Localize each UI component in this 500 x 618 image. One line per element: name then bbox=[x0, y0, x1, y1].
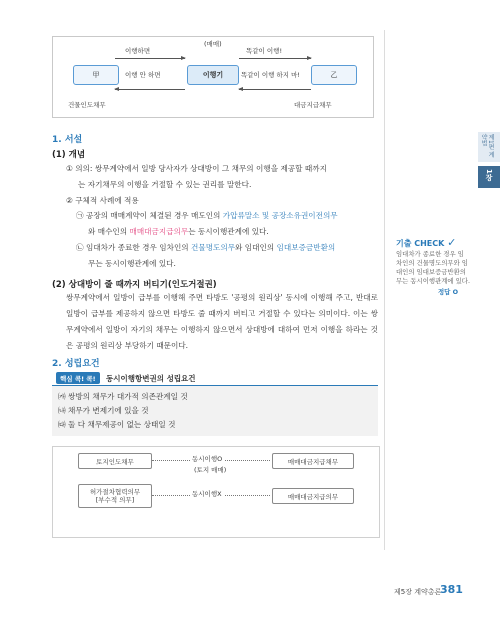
part-tab-label: 제1편 계약법 bbox=[480, 134, 494, 158]
party-right-box: 乙 bbox=[311, 65, 357, 85]
paragraph-line: ① 의의: 쌍무계약에서 일방 당사자가 상대방이 그 채무의 이행을 제공할 때까지 bbox=[66, 164, 327, 173]
case-line bbox=[76, 242, 335, 253]
check-line: 무는 동시이행관계에 있다. bbox=[396, 277, 471, 285]
highlight-text: 임대보증금반환의 bbox=[276, 243, 336, 252]
case-line bbox=[88, 226, 269, 237]
flow-mid-label: 동시이행X bbox=[192, 490, 222, 498]
arrow-left bbox=[239, 89, 311, 90]
arrow-right bbox=[239, 58, 311, 59]
check-title-text: 기출 CHECK bbox=[396, 239, 445, 248]
flow-box-left: 토지인도채무 bbox=[78, 453, 152, 469]
sidebar-divider bbox=[384, 30, 385, 550]
arrow-right bbox=[115, 58, 185, 59]
check-text bbox=[396, 250, 470, 286]
case-text: 와 임대인의 bbox=[235, 243, 277, 252]
highlight-text: 가압류말소 및 공장소유권이전의무 bbox=[222, 211, 338, 220]
answer-label: 정답 O bbox=[438, 288, 459, 296]
subsection-title: (1) 개념 bbox=[52, 150, 86, 160]
diagram-left-caption: 건물인도채무 bbox=[68, 101, 106, 109]
paragraph-line: 는 자기채무의 이행을 거절할 수 있는 권리를 말한다. bbox=[78, 180, 252, 189]
highlight-text: 건물명도의무 bbox=[191, 243, 236, 252]
requirements-heading: 동시이행항변권의 성립요건 bbox=[106, 374, 196, 383]
case-text: 는 동시이행관계에 있다. bbox=[188, 227, 269, 236]
arrow-left bbox=[115, 89, 185, 90]
highlight-text: 매매대금지급의무 bbox=[129, 227, 189, 236]
diagram-left-top-label: 이행하면 bbox=[125, 47, 151, 55]
center-box: 이행기 bbox=[187, 65, 239, 85]
requirement-item: ㈐ 둘 다 채무제공이 없는 상태일 것 bbox=[58, 420, 176, 429]
flow-mid-label: 동시이행O bbox=[192, 455, 223, 463]
subsection-title: (2) 상대방이 줄 때까지 버티기(인도거절권) bbox=[52, 280, 217, 290]
part-tab bbox=[478, 132, 500, 162]
requirement-item: ㈎ 쌍방의 채무가 대가적 의존관계일 것 bbox=[58, 392, 188, 401]
case-line: 무는 동시이행관계에 있다. bbox=[88, 259, 176, 268]
requirements-box bbox=[52, 386, 378, 436]
flow-box-left bbox=[78, 484, 152, 508]
case-text: ㉠ 공장의 매매계약이 체결된 경우 매도인의 bbox=[76, 211, 223, 220]
page-number: 381 bbox=[440, 583, 463, 596]
flow-box-right: 매매대금지급채무 bbox=[272, 453, 354, 469]
diagram-right-mid-label: 똑같이 이행 하지 마! bbox=[241, 71, 301, 79]
section-title: 1. 서설 bbox=[52, 135, 83, 145]
diagram-right-top-label: 똑같이 이행! bbox=[246, 47, 283, 55]
case-text: ㉡ 임대차가 종료한 경우 임차인의 bbox=[76, 243, 192, 252]
check-title bbox=[396, 236, 456, 249]
list-item: ② 구체적 사례에 적용 bbox=[66, 196, 139, 205]
key-point-badge: 핵심 콕! 콕! bbox=[56, 372, 100, 384]
diagram-left-mid-label: 이행 안 하면 bbox=[125, 71, 161, 79]
requirement-item: ㈏ 채무가 변제기에 있을 것 bbox=[58, 406, 149, 415]
flow-box-line: 허가절차협력의무 bbox=[89, 488, 141, 496]
flow-box-right: 매매대금지급의무 bbox=[272, 488, 354, 504]
case-line bbox=[76, 210, 338, 221]
party-left-box: 甲 bbox=[73, 65, 119, 85]
diagram-right-caption: 대금지급채무 bbox=[294, 101, 332, 109]
flow-mid-sublabel: (토지 매매) bbox=[194, 466, 227, 474]
check-line: 차인의 건물명도의무와 임 bbox=[396, 259, 468, 267]
flow-box-line: [부수적 의무] bbox=[95, 496, 135, 504]
section-title: 2. 성립요건 bbox=[52, 359, 100, 369]
footer-chapter: 제5장 계약총론 bbox=[394, 588, 442, 596]
diagram-top-label: (매매) bbox=[204, 40, 222, 48]
chapter-tab-label: 1장 bbox=[485, 169, 493, 181]
check-line: 대인의 임대보증금반환의 bbox=[396, 268, 466, 276]
paragraph: 쌍무계약에서 일방이 급부를 이행해 주면 타방도 '공평의 원리상' 동시에 이행해 주고, 반대로 일방이 급부를 제공하지 않으면 타방도 줄 때까지 버티고 거절할 수 있다는 의미이다. 이는 쌍무계약에서 일방이 자기의 채무는 이행하지 않으면서 상대방에 대하여 먼저 이행을 하라는 것은 공평의 원리상 부당하기 때문이다. bbox=[66, 293, 378, 350]
check-line: 임대차가 종료한 경우 임 bbox=[396, 250, 464, 258]
case-text: 와 매수인의 bbox=[88, 227, 130, 236]
chapter-tab bbox=[478, 166, 500, 188]
checkmark-icon: ✓ bbox=[447, 236, 457, 249]
